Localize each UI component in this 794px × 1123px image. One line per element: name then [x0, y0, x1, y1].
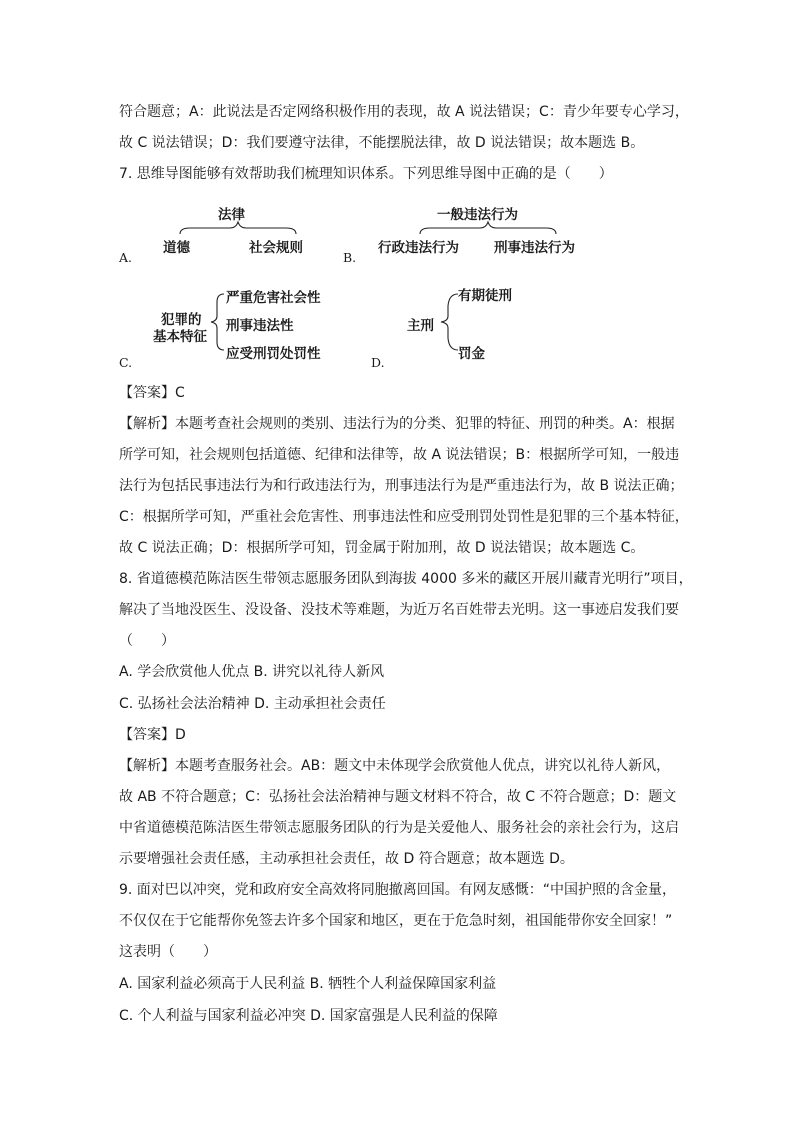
answer-8: 【答案】D — [119, 727, 186, 743]
text-line: 不仅仅在于它能帮你免签去许多个国家和地区，更在于危急时刻，祖国能带你安全回家！” — [119, 913, 673, 929]
diagram-a-left: 道德 — [163, 240, 190, 256]
text-line: 故 C 说法正确；D：根据所学可知，罚金属于附加刑，故 D 说法错误；故本题选 C。 — [119, 540, 645, 556]
text-line: 【解析】本题考查服务社会。AB：题文中未体现学会欣赏他人优点，讲究以礼待人新风， — [119, 758, 671, 774]
diagram-a-top: 法律 — [218, 207, 245, 223]
question-8-options-cd[interactable]: C. 弘扬社会法治精神 D. 主动承担社会责任 — [119, 696, 386, 712]
question-7-stem: 7. 思维导图能够有效帮助我们梳理知识体系。下列思维导图中正确的是（ ） — [119, 166, 613, 182]
question-8-options-ab[interactable]: A. 学会欣赏他人优点 B. 讲究以礼待人新风 — [119, 664, 385, 680]
diagram-b-right: 刑事违法行为 — [494, 240, 575, 256]
text-line: 解决了当地没医生、没设备、没技术等难题，为近万名百姓带去光明。这一事迹启发我们要 — [119, 602, 679, 618]
diagram-c-item: 刑事违法性 — [226, 318, 294, 334]
text-line: C：根据所学可知，严重社会危害性、刑事违法性和应受刑罚处罚性是犯罪的三个基本特征， — [119, 509, 689, 525]
diagram-c-brace — [208, 290, 228, 354]
option-a-label: A. — [119, 250, 133, 265]
text-line: 【解析】本题考查社会规则的类别、违法行为的分类、犯罪的特征、刑罚的种类。A：根据 — [119, 416, 675, 432]
diagram-a-brace — [178, 220, 298, 236]
diagram-a-right: 社会规则 — [249, 240, 303, 256]
diagram-b-brace — [418, 220, 558, 236]
text-line: 符合题意；A：此说法是否定网络积极作用的表现，故 A 说法错误；C：青少年要专心学习， — [119, 104, 689, 120]
option-b-label: B. — [343, 250, 357, 265]
diagram-d-root: 主刑 — [407, 318, 434, 334]
option-c-label: C. — [119, 355, 133, 370]
question-9-stem: 9. 面对巴以冲突，党和政府安全高效将同胞撤离回国。有网友感慨：“中国护照的含金量， — [119, 882, 677, 898]
text-line: 示要增强社会责任感，主动承担社会责任，故 D 符合题意；故本题选 D。 — [119, 851, 574, 867]
answer-7: 【答案】C — [119, 385, 185, 401]
diagram-c-item: 应受刑罚处罚性 — [226, 346, 321, 362]
text-line: 所学可知，社会规则包括道德、纪律和法律等，故 A 说法错误；B：根据所学可知，一般违 — [119, 447, 680, 463]
diagram-d-item: 罚金 — [458, 346, 485, 362]
text-line: 法行为包括民事违法行为和行政违法行为，刑事违法行为是严重违法行为，故 B 说法正确； — [119, 478, 684, 494]
question-9-options-ab[interactable]: A. 国家利益必须高于人民利益 B. 牺牲个人利益保障国家利益 — [119, 976, 497, 992]
question-9-options-cd[interactable]: C. 个人利益与国家利益必冲突 D. 国家富强是人民利益的保障 — [119, 1008, 498, 1024]
text-line: 这表明（ ） — [119, 944, 217, 960]
text-line: 中省道德模范陈洁医生带领志愿服务团队的行为是关爱他人、服务社会的亲社会行为，这启 — [119, 820, 679, 836]
diagram-c-root-line1: 犯罪的 — [161, 312, 202, 328]
question-8-stem: 8. 省道德模范陈洁医生带领志愿服务团队到海拔 4000 多米的藏区开展川藏青光明行”项目， — [119, 571, 693, 587]
diagram-b-left: 行政违法行为 — [378, 240, 459, 256]
option-d-label: D. — [371, 355, 385, 370]
text-line: （ ） — [119, 633, 175, 649]
diagram-c-root-line2: 基本特征 — [153, 329, 207, 345]
diagram-c-item: 严重危害社会性 — [226, 290, 321, 306]
diagram-d-item: 有期徒刑 — [458, 288, 512, 304]
text-line: 故 C 说法错误；D：我们要遵守法律，不能摆脱法律，故 D 说法错误；故本题选 B。 — [119, 135, 645, 151]
diagram-d-brace — [438, 290, 460, 354]
text-line: 故 AB 不符合题意；C：弘扬社会法治精神与题文材料不符合，故 C 不符合题意；D：题文 — [119, 789, 677, 805]
diagram-b-top: 一般违法行为 — [437, 207, 518, 223]
